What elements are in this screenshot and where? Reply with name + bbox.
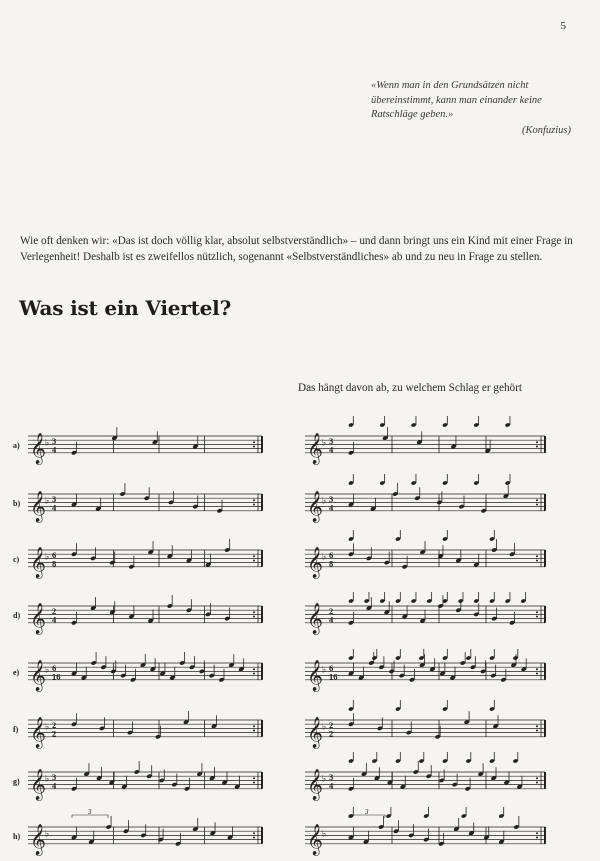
flat-sign: ♭ [322,828,327,839]
time-sig-bottom: 4 [329,780,334,791]
treble-clef-icon: 𝄞 [30,768,46,800]
time-sig-top: 3 [329,435,334,446]
time-sig-bottom: 16 [329,671,338,682]
notation-svg [0,749,600,806]
page-heading: Was ist ein Viertel? [19,296,232,320]
staff-right [305,592,545,635]
time-sig-bottom: 4 [329,444,334,455]
repeat-dot [253,730,255,732]
time-sig-bottom: 2 [52,728,57,739]
repeat-dot [253,725,255,727]
treble-clef-icon: 𝄞 [30,546,46,578]
treble-clef-icon: 𝄞 [307,768,323,800]
repeat-dot [253,673,255,675]
time-sig-bottom: 8 [52,558,57,569]
repeat-dot [536,668,538,670]
time-sig-top: 6 [329,662,334,673]
time-sig-top: 6 [52,549,57,560]
staff-left [28,808,262,856]
repeat-dot [536,504,538,506]
repeat-dot [536,616,538,618]
repeat-dot [253,441,255,443]
time-sig-bottom: 8 [329,558,334,569]
treble-clef-icon: 𝄞 [30,823,46,855]
staff-right [305,416,545,465]
time-sig-bottom: 4 [52,614,57,625]
notation-svg [0,583,600,640]
time-sig-bottom: 16 [52,671,61,682]
notation-svg [0,640,600,697]
notation-svg [0,413,600,470]
time-sig-top: 3 [52,435,57,446]
example-label: g) [13,777,20,786]
flat-sign: ♭ [45,828,50,839]
notation-svg [0,697,600,754]
treble-clef-icon: 𝄞 [30,602,46,634]
flat-sign: ♭ [45,773,50,784]
flat-sign: ♭ [322,721,327,732]
time-sig-top: 3 [329,771,334,782]
repeat-dot [536,837,538,839]
treble-clef-icon: 𝄞 [30,432,46,464]
example-row [0,527,600,584]
triplet-number: 3 [365,808,369,816]
time-sig-bottom: 4 [52,444,57,455]
time-sig-top: 2 [329,719,334,730]
treble-clef-icon: 𝄞 [30,659,46,691]
staff-left [28,539,262,579]
staff-right [305,474,545,523]
treble-clef-icon: 𝄞 [307,490,323,522]
example-row [0,749,600,806]
repeat-dot [536,611,538,613]
staff-right [305,649,545,692]
example-label: f) [13,725,19,734]
time-sig-bottom: 4 [52,502,57,513]
repeat-dot [253,668,255,670]
flat-sign: ♭ [45,437,50,448]
notation-svg [0,471,600,528]
staff-left [28,711,262,749]
notation-subtitle: Das hängt davon ab, zu welchem Schlag er gehört [298,382,522,394]
repeat-dot [253,837,255,839]
example-label: e) [13,668,20,677]
time-sig-top: 2 [52,719,57,730]
repeat-dot [536,446,538,448]
time-sig-bottom: 2 [329,728,334,739]
repeat-dot [536,441,538,443]
time-sig-top: 2 [329,605,334,616]
example-row [0,697,600,754]
repeat-dot [253,499,255,501]
treble-clef-icon: 𝄞 [307,432,323,464]
repeat-dot [253,446,255,448]
example-label: b) [13,499,21,508]
time-sig-bottom: 4 [329,502,334,513]
time-sig-top: 6 [52,662,57,673]
example-row [0,583,600,640]
time-sig-top: 3 [52,493,57,504]
repeat-dot [536,725,538,727]
time-sig-top: 3 [52,771,57,782]
repeat-dot [253,782,255,784]
staff-right [305,530,545,579]
staff-right [305,700,545,749]
example-label: c) [13,555,20,564]
notation-svg [0,804,600,861]
example-label: h) [13,832,21,841]
repeat-dot [536,730,538,732]
treble-clef-icon: 𝄞 [307,659,323,691]
staff-right [305,807,545,856]
intro-paragraph: Wie oft denken wir: «Das ist doch völlig klar, absolut selbstverständlich» – und dann bringt uns ein Kind mit einer Frage in Verlegenheit! Deshalb ist es zweifellos nützlich, sogenannt «Selbstverständliches» ab und zu neu in Frage zu stellen. [20,235,573,264]
time-sig-bottom: 4 [329,614,334,625]
staff-right [305,752,545,801]
flat-sign: ♭ [322,773,327,784]
staff-left [28,595,262,635]
repeat-dot [253,616,255,618]
flat-sign: ♭ [45,495,50,506]
notation-svg [0,527,600,584]
time-sig-top: 3 [329,493,334,504]
repeat-dot [536,782,538,784]
treble-clef-icon: 𝄞 [307,716,323,748]
repeat-dot [536,673,538,675]
example-label: d) [13,611,21,620]
page-number: 5 [560,20,566,32]
flat-sign: ♭ [322,664,327,675]
repeat-dot [536,832,538,834]
flat-sign: ♭ [45,664,50,675]
example-row [0,413,600,470]
flat-sign: ♭ [322,495,327,506]
repeat-dot [253,777,255,779]
notation-examples [0,400,600,861]
quote-text: «Wenn man in den Grundsätzen nicht übereinstimmt, kann man einander keine Ratschläge geben.» [371,80,542,120]
flat-sign: ♭ [45,551,50,562]
example-row [0,471,600,528]
repeat-dot [253,555,255,557]
flat-sign: ♭ [322,437,327,448]
repeat-dot [536,499,538,501]
example-row [0,804,600,861]
repeat-dot [253,560,255,562]
example-row [0,640,600,697]
quote-block [371,79,571,138]
staff-left [28,761,262,801]
treble-clef-icon: 𝄞 [307,602,323,634]
staff-left [28,483,262,523]
treble-clef-icon: 𝄞 [30,716,46,748]
treble-clef-icon: 𝄞 [307,546,323,578]
repeat-dot [536,555,538,557]
triplet-number: 3 [88,808,92,816]
treble-clef-icon: 𝄞 [30,490,46,522]
staff-left [28,427,262,465]
staff-left [28,652,262,692]
repeat-dot [253,504,255,506]
time-sig-top: 6 [329,549,334,560]
time-sig-bottom: 4 [52,780,57,791]
treble-clef-icon: 𝄞 [307,823,323,855]
flat-sign: ♭ [322,551,327,562]
repeat-dot [536,777,538,779]
example-label: a) [13,441,20,450]
time-sig-top: 2 [52,605,57,616]
repeat-dot [253,611,255,613]
repeat-dot [536,560,538,562]
quote-author: (Konfuzius) [521,124,571,136]
flat-sign: ♭ [45,721,50,732]
repeat-dot [253,832,255,834]
